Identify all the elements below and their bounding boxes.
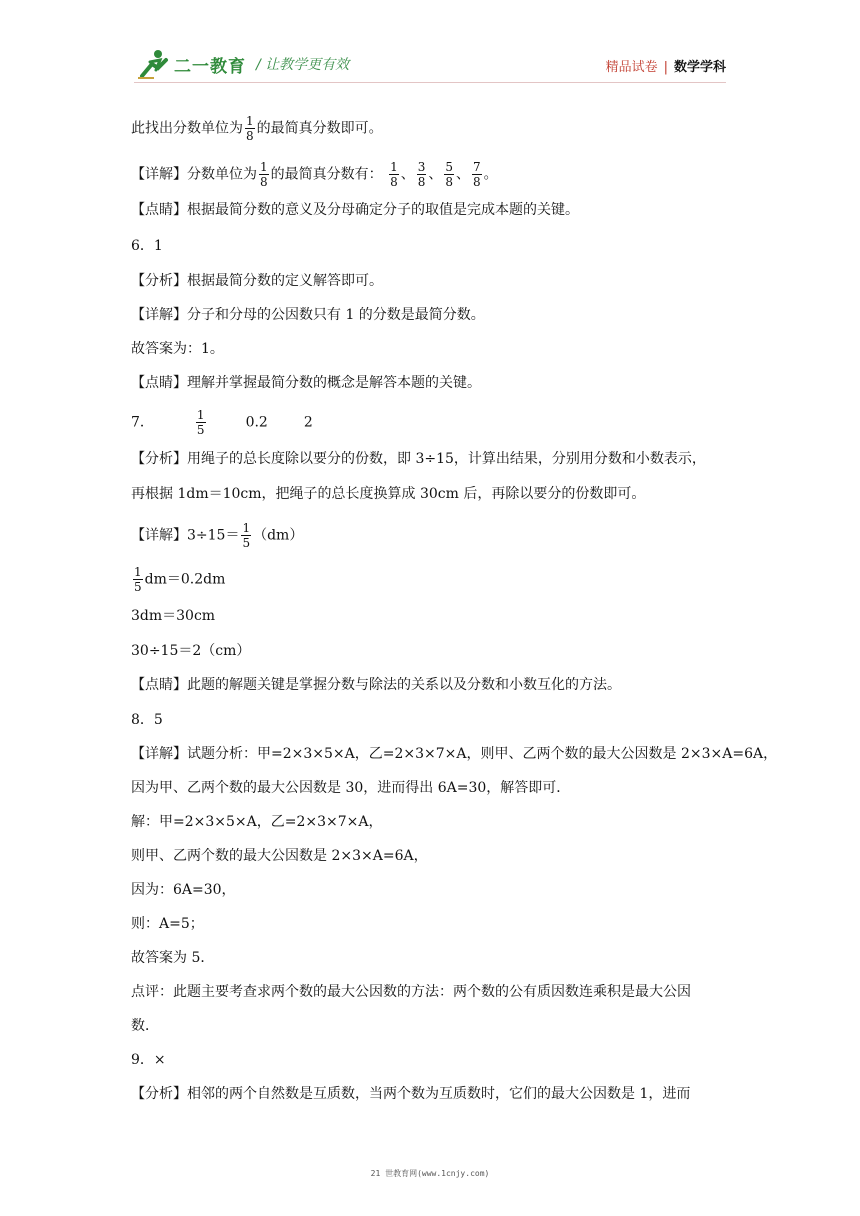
fraction-numerator: 5 bbox=[445, 160, 454, 174]
fraction bbox=[417, 160, 427, 189]
text: 此找出分数单位为 bbox=[131, 120, 243, 137]
answer-line bbox=[131, 408, 313, 437]
page-footer: 21 世教育网(www.1cnjy.com) bbox=[370, 1169, 490, 1178]
text-line: 解：甲=2×3×5×A，乙=2×3×7×A， bbox=[131, 814, 383, 830]
fraction-numerator: 1 bbox=[246, 114, 254, 128]
fraction-denominator: 5 bbox=[134, 580, 142, 594]
fraction-numerator: 1 bbox=[242, 521, 251, 535]
fraction bbox=[444, 160, 454, 189]
separator: 、 bbox=[428, 166, 443, 183]
header-label-subject: 数学学科 bbox=[673, 60, 726, 75]
text: 。 bbox=[483, 166, 498, 183]
text-line bbox=[131, 565, 225, 594]
question-number: 6．1 bbox=[131, 238, 163, 254]
answer-value: 0.2 bbox=[245, 414, 268, 431]
fraction bbox=[133, 565, 143, 594]
text-line bbox=[131, 114, 383, 143]
text-line: 数． bbox=[131, 1018, 159, 1034]
fraction-denominator: 8 bbox=[417, 175, 426, 189]
fraction-denominator: 8 bbox=[445, 175, 454, 189]
header-separator: | bbox=[663, 60, 668, 75]
text-line: 3dm＝30cm bbox=[131, 608, 216, 624]
fraction-numerator: 7 bbox=[473, 160, 481, 174]
question-number: 9．× bbox=[131, 1052, 166, 1068]
text: 的最简真分数有： bbox=[270, 166, 383, 183]
question-number: 7． bbox=[131, 414, 154, 431]
fraction bbox=[472, 160, 482, 189]
page-header bbox=[0, 0, 860, 90]
header-label-premium: 精品试卷 bbox=[605, 60, 658, 75]
text-line: 【详解】试题分析：甲=2×3×5×A，乙=2×3×7×A，则甲、乙两个数的最大公因数是 2×3×A=6A， bbox=[131, 746, 778, 762]
fraction-denominator: 5 bbox=[242, 536, 251, 550]
slogan: / 让教学更有效 bbox=[256, 57, 350, 73]
text: 的最简真分数即可。 bbox=[256, 120, 383, 137]
text-line: 故答案为：1。 bbox=[131, 341, 224, 357]
fraction-numerator: 1 bbox=[390, 160, 398, 174]
fraction-numerator: 3 bbox=[417, 160, 426, 174]
fraction bbox=[389, 160, 399, 189]
text-line bbox=[131, 521, 303, 550]
text-line bbox=[131, 160, 498, 189]
fraction-numerator: 1 bbox=[260, 160, 268, 174]
fraction-denominator: 8 bbox=[260, 175, 268, 189]
fraction-denominator: 8 bbox=[246, 129, 254, 143]
fraction-denominator: 8 bbox=[390, 175, 398, 189]
text-line: 30÷15＝2（cm） bbox=[131, 643, 251, 659]
text-line: 则甲、乙两个数的最大公因数是 2×3×A=6A， bbox=[131, 848, 428, 864]
question-number: 8．5 bbox=[131, 712, 163, 728]
text: dm＝0.2dm bbox=[144, 571, 226, 588]
text-line: 再根据 1dm＝10cm，把绳子的总长度换算成 30cm 后，再除以要分的份数即可。 bbox=[131, 486, 646, 502]
fraction-numerator: 1 bbox=[196, 408, 205, 422]
text-line: 【分析】根据最简分数的定义解答即可。 bbox=[131, 273, 383, 289]
text-line: 【点睛】此题的解题关键是掌握分数与除法的关系以及分数和小数互化的方法。 bbox=[131, 677, 621, 693]
separator: 、 bbox=[456, 166, 471, 183]
fraction-numerator: 1 bbox=[134, 565, 142, 579]
text: （dm） bbox=[253, 527, 304, 544]
text-line: 【点睛】理解并掌握最简分数的概念是解答本题的关键。 bbox=[131, 375, 481, 391]
text: 【详解】3÷15＝ bbox=[131, 527, 240, 544]
header-subject bbox=[606, 56, 726, 75]
logo-text: 二一教育 bbox=[174, 57, 246, 77]
text-line: 【分析】用绳子的总长度除以要分的份数，即 3÷15，计算出结果，分别用分数和小数表示， bbox=[131, 451, 706, 467]
text-line: 【详解】分子和分母的公因数只有 1 的分数是最简分数。 bbox=[131, 307, 485, 323]
text-line: 【点睛】根据最简分数的意义及分母确定分子的取值是完成本题的关键。 bbox=[131, 202, 579, 218]
header-divider bbox=[134, 82, 726, 83]
text: 【详解】分数单位为 bbox=[131, 166, 257, 183]
fraction bbox=[241, 521, 251, 550]
text-line: 因为：6A=30， bbox=[131, 882, 236, 898]
text-line: 因为甲、乙两个数的最大公因数是 30，进而得出 6A=30，解答即可． bbox=[131, 780, 571, 796]
separator: 、 bbox=[400, 166, 415, 183]
fraction bbox=[259, 160, 269, 189]
answer-value: 2 bbox=[303, 414, 313, 431]
text-line: 点评：此题主要考查求两个数的最大公因数的方法：两个数的公有质因数连乘积是最大公因 bbox=[131, 984, 691, 1000]
runner-logo-icon bbox=[136, 48, 172, 80]
text-line: 故答案为 5． bbox=[131, 950, 215, 966]
text-line: 则：A=5； bbox=[131, 916, 204, 932]
fraction-denominator: 5 bbox=[196, 423, 205, 437]
fraction-denominator: 8 bbox=[473, 175, 481, 189]
fraction bbox=[245, 114, 255, 143]
fraction bbox=[196, 408, 206, 437]
text-line: 【分析】相邻的两个自然数是互质数，当两个数为互质数时，它们的最大公因数是 1，进而 bbox=[131, 1086, 691, 1102]
